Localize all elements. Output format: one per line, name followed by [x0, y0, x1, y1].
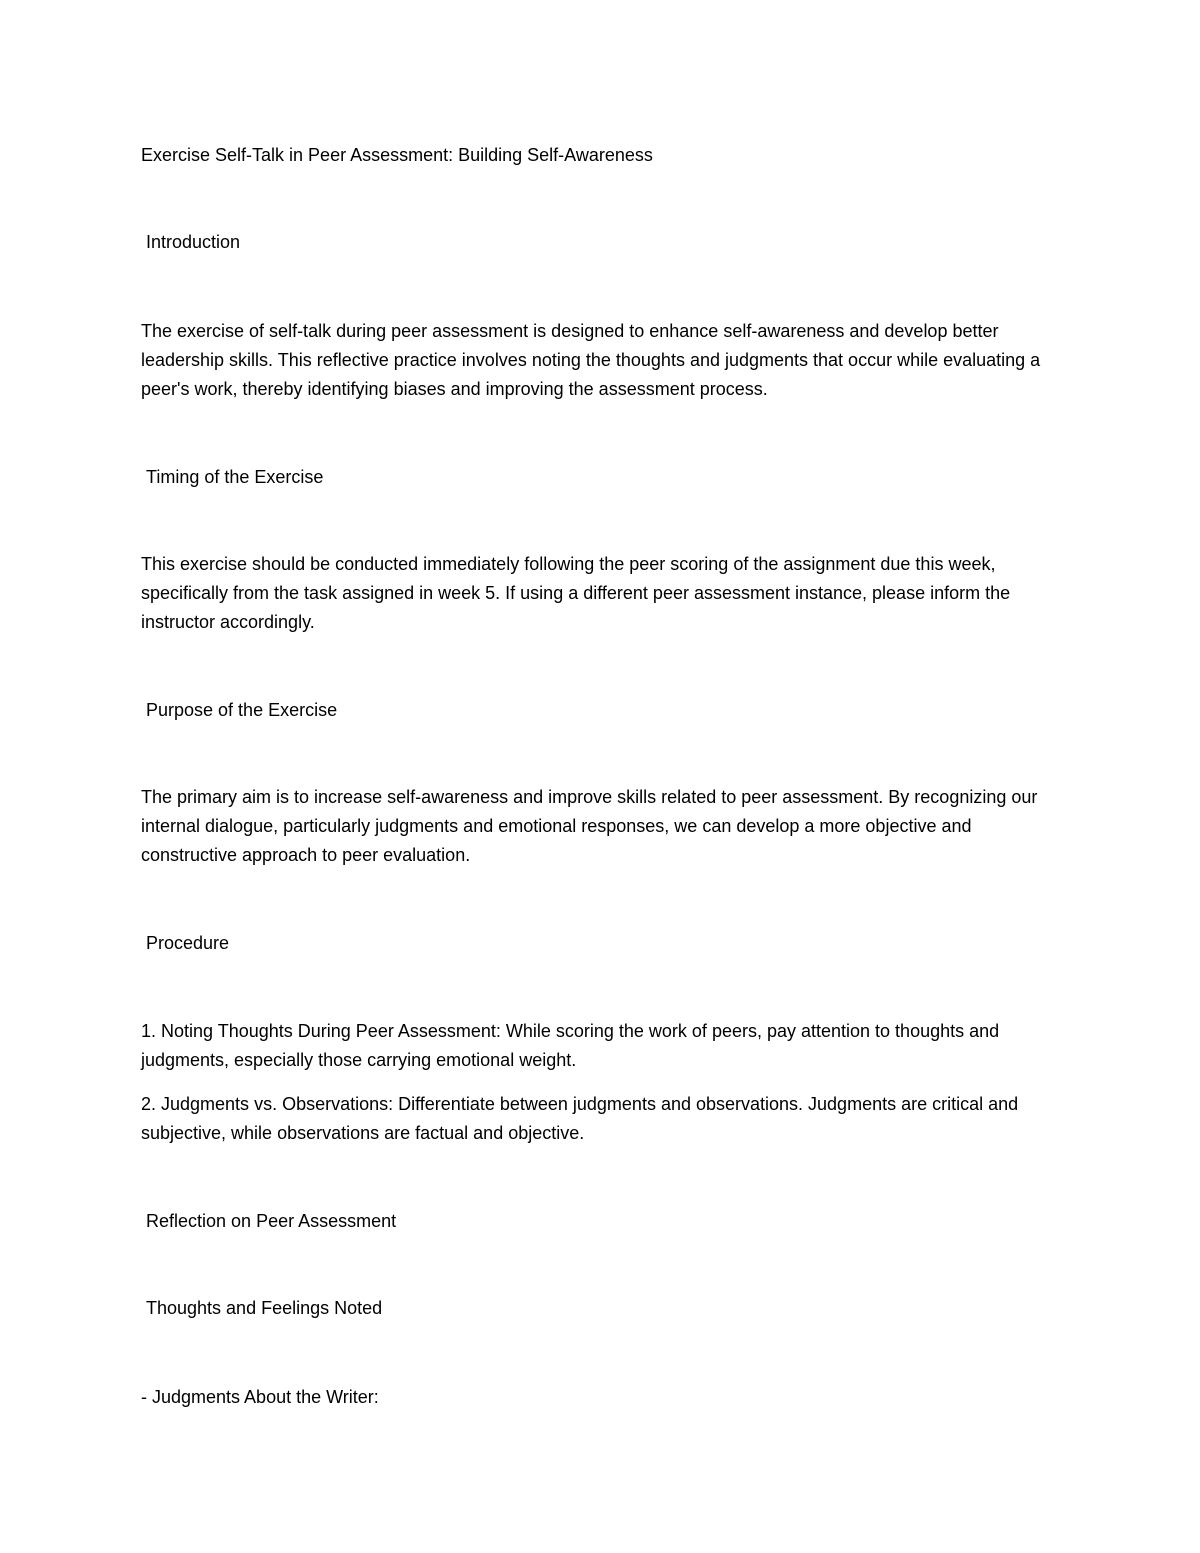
heading-purpose: Purpose of the Exercise — [146, 700, 338, 720]
heading-procedure: Procedure — [146, 933, 230, 953]
procedure-step-2: 2. Judgments vs. Observations: Differentiate between judgments and observations. Judgments are critical and subjective, while observations are factual and objective. — [141, 1094, 1019, 1143]
heading-introduction: Introduction — [146, 232, 241, 252]
list-item-judgments-writer: - Judgments About the Writer: — [141, 1387, 379, 1407]
procedure-step-1: 1. Noting Thoughts During Peer Assessment: While scoring the work of peers, pay attention to thoughts and judgments, especially those carrying emotional weight. — [141, 1021, 1000, 1070]
heading-thoughts-feelings: Thoughts and Feelings Noted — [146, 1298, 383, 1318]
heading-timing: Timing of the Exercise — [146, 467, 324, 487]
introduction-paragraph: The exercise of self-talk during peer assessment is designed to enhance self-awareness and develop better leadership skills. This reflective practice involves noting the thoughts and judgments that occur while evaluating a peer's work, thereby identifying biases and improving the assessment process. — [141, 321, 1041, 399]
purpose-paragraph: The primary aim is to increase self-awareness and improve skills related to peer assessment. By recognizing our internal dialogue, particularly judgments and emotional responses, we can develop a more objective and constructive approach to peer evaluation. — [141, 787, 1038, 865]
heading-reflection: Reflection on Peer Assessment — [146, 1211, 397, 1231]
document-title: Exercise Self-Talk in Peer Assessment: Building Self-Awareness — [141, 145, 653, 165]
timing-paragraph: This exercise should be conducted immediately following the peer scoring of the assignment due this week, specifically from the task assigned in week 5. If using a different peer assessment instance, please inform the instructor accordingly. — [141, 554, 1011, 632]
